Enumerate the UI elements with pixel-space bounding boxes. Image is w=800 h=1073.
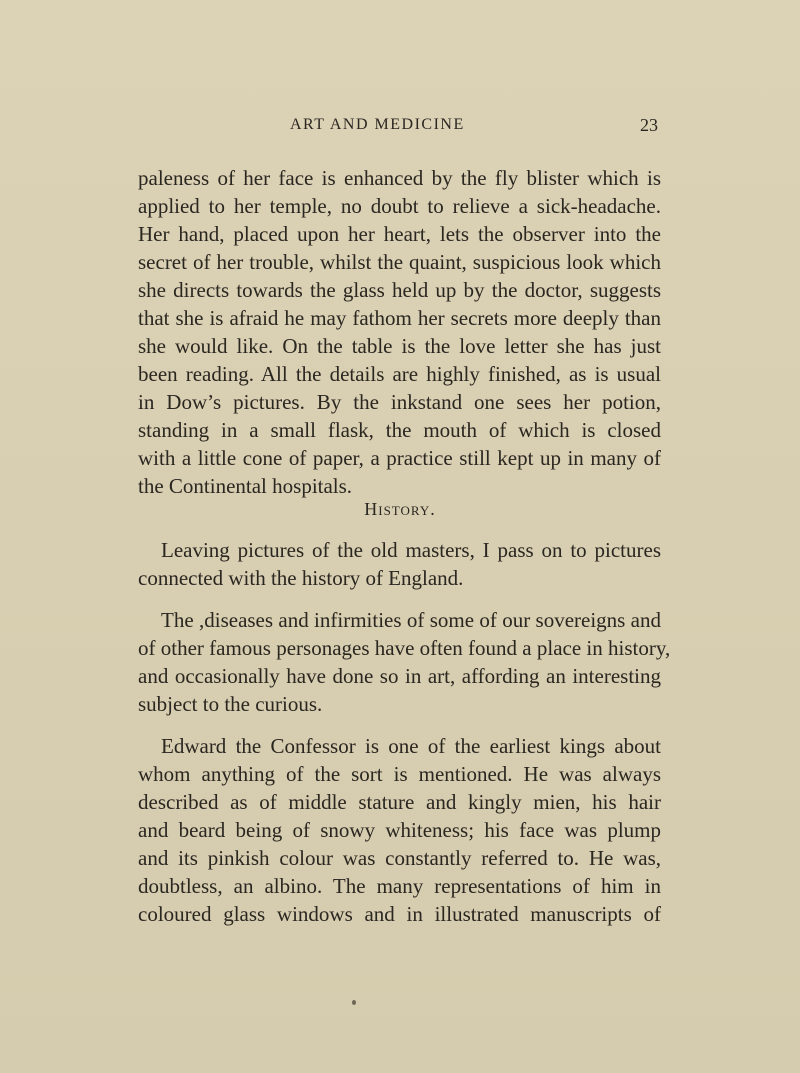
text-line: with a little cone of paper, a practice still kept up in many of (138, 446, 661, 470)
text-line: and its pinkish colour was constantly referred to. He was, (138, 846, 661, 870)
running-title: ART AND MEDICINE (290, 116, 465, 133)
paper-speck (352, 1000, 356, 1005)
text-line: doubtless, an albino. The many representations of him in (138, 874, 661, 898)
text-line: Edward the Confessor is one of the earliest kings about (161, 734, 661, 758)
text-line: in Dow’s pictures. By the inkstand one sees her potion, (138, 390, 661, 414)
text-line: the Continental hospitals. (138, 474, 353, 498)
text-line: described as of middle stature and kingly mien, his hair (138, 790, 661, 814)
text-line: standing in a small flask, the mouth of which is closed (138, 418, 661, 442)
text-line: and occasionally have done so in art, affording an interesting (138, 664, 661, 688)
text-line: and beard being of snowy whiteness; his face was plump (138, 818, 661, 842)
text-line: of other famous personages have often found a place in history, (138, 636, 671, 660)
text-line: she directs towards the glass held up by the doctor, suggests (138, 278, 661, 302)
text-line: connected with the history of England. (138, 566, 464, 590)
section-heading: History. (364, 499, 436, 519)
text-line: whom anything of the sort is mentioned. He was always (138, 762, 661, 786)
text-line: Her hand, placed upon her heart, lets the observer into the (138, 222, 661, 246)
text-line: Leaving pictures of the old masters, I pass on to pictures (161, 538, 661, 562)
text-line: paleness of her face is enhanced by the fly blister which is (138, 166, 661, 190)
text-line: applied to her temple, no doubt to relieve a sick-headache. (138, 194, 661, 218)
text-line: subject to the curious. (138, 692, 323, 716)
text-line: she would like. On the table is the love letter she has just (138, 334, 661, 358)
text-line: been reading. All the details are highly finished, as is usual (138, 362, 661, 386)
text-line: coloured glass windows and in illustrated manuscripts of (138, 902, 661, 926)
text-line: secret of her trouble, whilst the quaint, suspicious look which (138, 250, 661, 274)
page-number: 23 (640, 115, 658, 135)
text-line: The ,diseases and infirmities of some of our sovereigns and (161, 608, 661, 632)
text-line: that she is afraid he may fathom her secrets more deeply than (138, 306, 661, 330)
